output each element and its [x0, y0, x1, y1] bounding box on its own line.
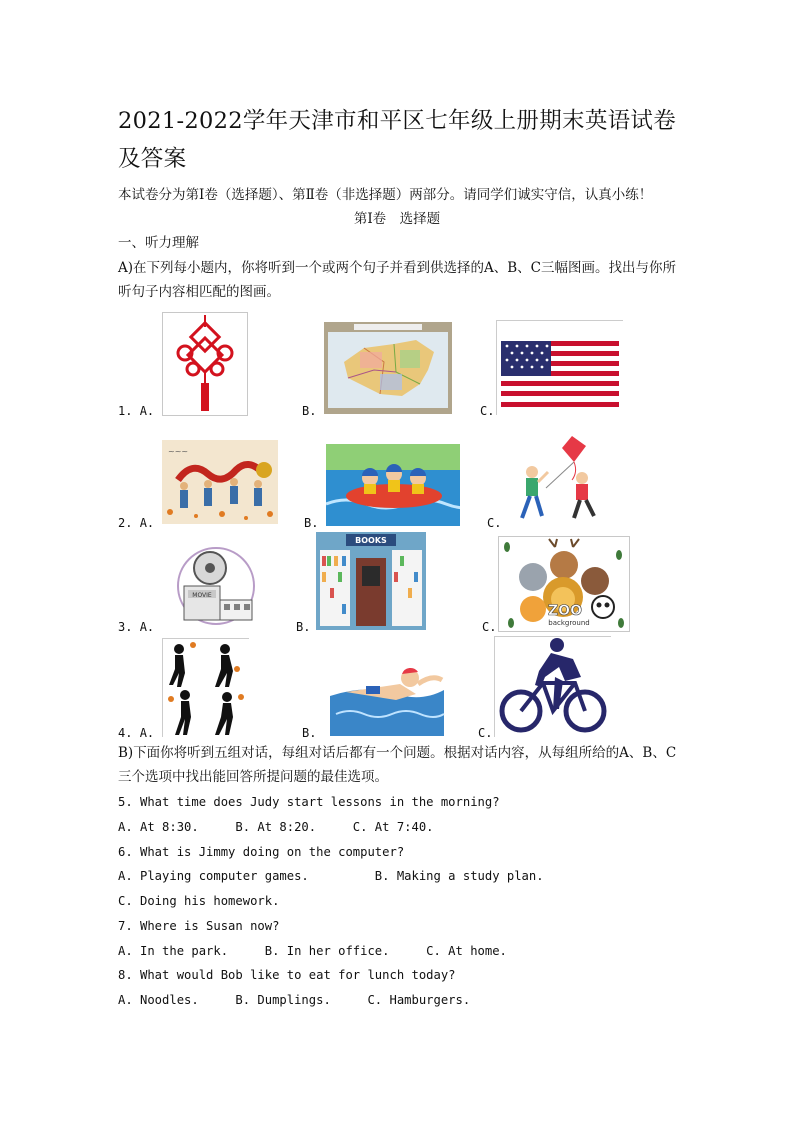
cyclist-icon [494, 636, 611, 737]
bookstore-icon [316, 532, 426, 630]
svg-text:BOOKS: BOOKS [355, 536, 387, 545]
chinese-knot-icon [162, 312, 248, 416]
row-3-label-c: C. [482, 620, 497, 634]
row-2-label-c: C. [487, 516, 502, 530]
instruction-a: A)在下列每小题内，你将听到一个或两个句子并看到供选择的A、B、C三幅图画。找出与你所听句子内容相匹配的图画。 [118, 260, 677, 300]
cinema-icon [162, 546, 266, 630]
row-1-label-b: B. [302, 404, 317, 418]
row-4-label: 4. A. [118, 726, 155, 740]
question-5-options: A. At 8:30. B. At 8:20. C. At 7:40. [118, 820, 434, 834]
china-map-icon [324, 322, 452, 414]
svg-text:ZOO: ZOO [548, 603, 582, 619]
part-heading: 一、听力理解 [118, 235, 199, 251]
swimmer-icon [326, 654, 448, 736]
question-8-options: A. Noodles. B. Dumplings. C. Hamburgers. [118, 993, 471, 1007]
instruction-b: B)下面你将听到五组对话，每组对话后都有一个问题。根据对话内容，从每组所给的A、B、C三个选项中找出能回答所提问题的最佳选项。 [118, 745, 677, 785]
kite-running-icon [506, 432, 610, 526]
page-title: 2021-2022学年天津市和平区七年级上册期末英语试卷及答案 [118, 108, 677, 172]
rafting-icon [326, 444, 460, 526]
row-2-label: 2. A. [118, 516, 155, 530]
row-1-label: 1. A. [118, 404, 155, 418]
question-6-options-2: C. Doing his homework. [118, 894, 280, 908]
basketball-players-icon [162, 638, 249, 737]
question-6: 6. What is Jimmy doing on the computer? [118, 845, 405, 859]
row-3-label: 3. A. [118, 620, 155, 634]
question-8: 8. What would Bob like to eat for lunch today? [118, 968, 456, 982]
question-6-options: A. Playing computer games. B. Making a study plan. [118, 869, 544, 883]
usa-flag-icon [496, 320, 623, 415]
row-1-label-c: C. [480, 404, 495, 418]
svg-text:~~~: ~~~ [168, 447, 189, 456]
question-7: 7. Where is Susan now? [118, 919, 280, 933]
row-2-label-b: B. [304, 516, 319, 530]
svg-text:background: background [548, 619, 590, 627]
section-title: 第Ⅰ卷 选择题 [353, 211, 441, 227]
question-7-options: A. In the park. B. In her office. C. At home. [118, 944, 507, 958]
svg-text:MOVIE: MOVIE [192, 592, 212, 599]
row-4-label-b: B. [302, 726, 317, 740]
exam-intro: 本试卷分为第Ⅰ卷（选择题）、第Ⅱ卷（非选择题）两部分。请同学们诚实守信，认真小练！ [118, 187, 653, 203]
dragon-dance-icon [162, 440, 278, 524]
zoo-animals-icon [498, 536, 630, 632]
question-5: 5. What time does Judy start lessons in the morning? [118, 795, 500, 809]
row-4-label-c: C. [478, 726, 493, 740]
row-3-label-b: B. [296, 620, 311, 634]
